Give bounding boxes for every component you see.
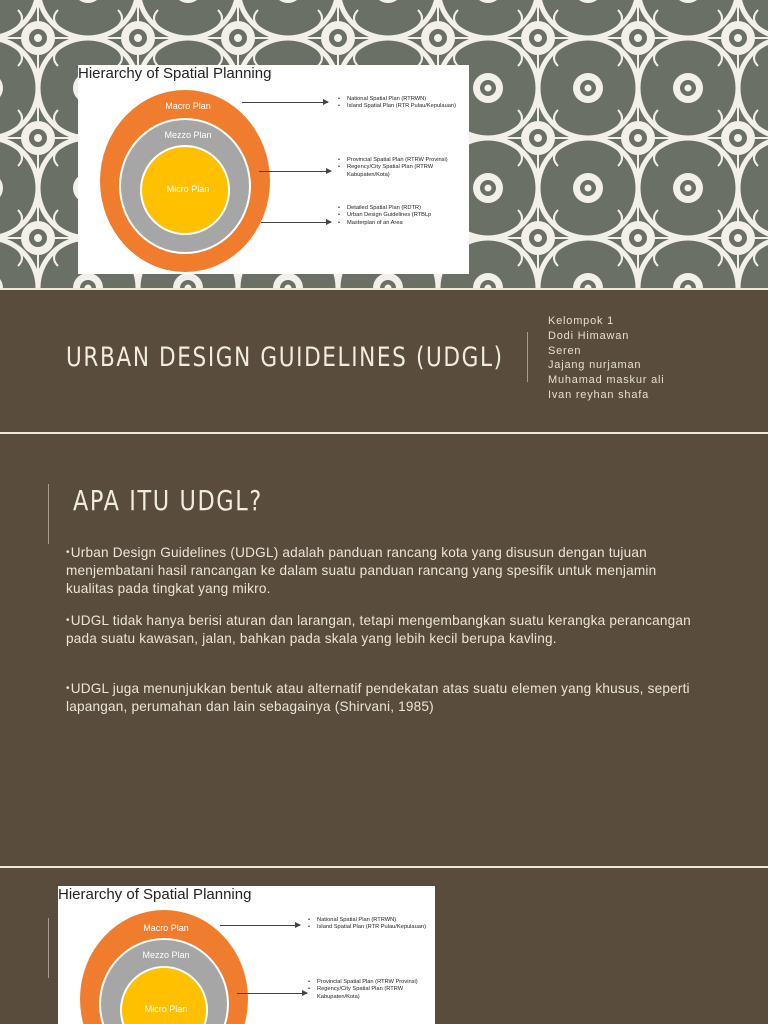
bullet-item: • Provincial Spatial Plan (RTRW Provinsi) [338, 157, 462, 164]
bullet-item: • Detailed Spatial Plan (RDTR) [338, 205, 462, 212]
arrow-macro [220, 925, 300, 926]
bullets-mezzo [338, 157, 462, 179]
accent-line [48, 918, 49, 978]
arrow-mezzo [259, 171, 331, 172]
macro-plan-label: Macro Plan [143, 923, 189, 933]
diagram-card-2 [58, 886, 435, 1024]
slide-apa-itu-udgl[interactable] [0, 432, 768, 866]
paragraph-text: UDGL tidak hanya berisi aturan dan larangan, tetapi mengembangkan suatu kerangka perancangan pada suatu kawasan, jalan, bahkan pada skala yang lebih kecil berupa kavling. [66, 613, 691, 646]
member-line: Ivan reyhan shafa [548, 388, 650, 401]
bullet-item: • National Spatial Plan (RTRWN) [338, 96, 462, 103]
section-heading: APA ITU UDGL? [73, 484, 263, 517]
paragraph-text: UDGL juga menunjukkan bentuk atau alternatif pendekatan atas suatu elemen yang khusus, seperti lapangan, perumahan dan lain sebagainya (Shirvani, 1985) [66, 681, 690, 714]
bullets-micro [338, 205, 462, 227]
mezzo-plan-label: Mezzo Plan [164, 130, 212, 140]
member-line: Seren [548, 344, 582, 357]
bullet-item: • National Spatial Plan (RTRWN) [308, 917, 430, 924]
macro-plan-label: Macro Plan [165, 101, 211, 111]
diagram-title: Hierarchy of Spatial Planning [78, 65, 272, 82]
diagram-card [78, 65, 469, 274]
arrow-mezzo [237, 993, 307, 994]
micro-plan-label: Micro Plan [166, 184, 210, 194]
member-line: Muhamad maskur ali [548, 374, 665, 387]
member-line: Jajang nurjaman [548, 359, 642, 372]
member-line: Kelompok 1 [548, 315, 615, 327]
slide-title[interactable] [0, 288, 768, 432]
bullet-item: • Regency/City Spatial Plan (RTRW Kabupaten/Kota) [308, 986, 430, 1001]
title-divider [527, 332, 528, 382]
paragraph-3: •UDGL juga menunjukkan bentuk atau alternatif pendekatan atas suatu elemen yang khusus, seperti lapangan, perumahan dan lain sebagainya (Shirvani, 1985) [66, 681, 690, 714]
diagram-title: Hierarchy of Spatial Planning [58, 886, 252, 903]
bullet-item: • Provincial Spatial Plan (RTRW Provinsi) [308, 979, 430, 986]
presentation-title: URBAN DESIGN GUIDELINES (UDGL) [66, 342, 504, 373]
bullet-item: • Urban Design Guidelines (RTBLp [338, 212, 462, 219]
member-line: Dodi Himawan [548, 329, 630, 342]
bullets-mezzo [308, 979, 430, 1001]
slide-diagram-repeat[interactable] [0, 866, 768, 1024]
arrow-micro [261, 222, 331, 223]
paragraph-text: Urban Design Guidelines (UDGL) adalah panduan rancang kota yang disusun dengan tujuan menjembatani hasil rancangan ke dalam suatu panduan rancang yang spesifik untuk menjamin kualitas pada tingkat yang mikro. [66, 545, 657, 596]
heading-accent-line [48, 484, 49, 544]
slide-diagram-pattern[interactable] [0, 0, 768, 288]
bullets-macro [308, 917, 430, 932]
paragraph-2: •UDGL tidak hanya berisi aturan dan larangan, tetapi mengembangkan suatu kerangka perancangan pada suatu kawasan, jalan, bahkan pada skala yang lebih kecil berupa kavling. [66, 613, 691, 646]
micro-plan-label: Micro Plan [144, 1004, 188, 1014]
bullet-item: • Island Spatial Plan (RTR Pulau/Kepulauan) [338, 103, 462, 110]
member-list [548, 314, 665, 403]
bullet-item: • Regency/City Spatial Plan (RTRW Kabupaten/Kota) [338, 164, 462, 179]
mezzo-plan-label: Mezzo Plan [142, 950, 190, 960]
bullet-item: • Island Spatial Plan (RTR Pulau/Kepulauan) [308, 924, 430, 931]
bullet-item: • Masterplan of an Area [338, 220, 462, 227]
bullets-macro [338, 96, 462, 111]
arrow-macro [242, 102, 328, 103]
paragraph-1: •Urban Design Guidelines (UDGL) adalah panduan rancang kota yang disusun dengan tujuan menjembatani hasil rancangan ke dalam suatu panduan rancang yang spesifik untuk menjamin kualitas pada tingkat yang mikro. [66, 545, 657, 596]
